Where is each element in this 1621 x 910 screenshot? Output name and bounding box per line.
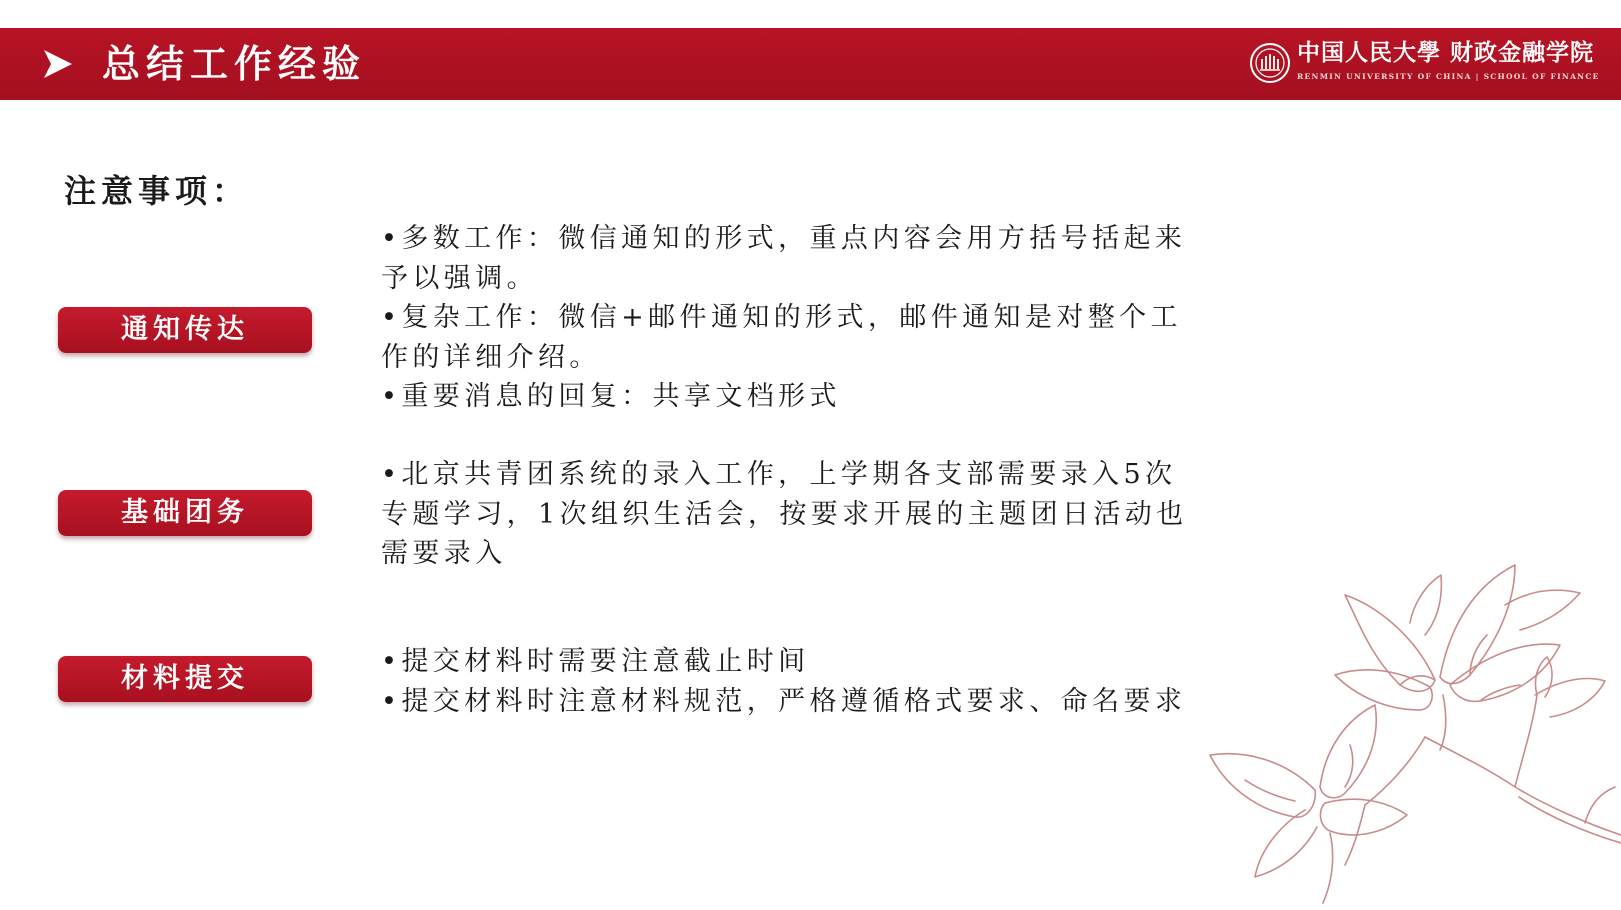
bullet-item: •重要消息的回复：共享文档形式 [381,381,841,412]
bullet-item: •北京共青团系统的录入工作，上学期各支部需要录入5次专题学习，1次组织生活会，按要求开展的主题团日活动也需要录入 [381,459,1188,569]
university-logo [1249,36,1599,92]
section-title: 注意事项： [64,172,250,210]
logo-name-en: RENMIN UNIVERSITY OF CHINA | SCHOOL OF FINANCE [1297,72,1600,81]
submission-notes [381,642,1203,721]
slide-title: 总结工作经验 [102,41,367,86]
arrow-bullet-icon [40,46,76,82]
league-affairs-notes [381,455,1203,574]
title-bar [0,28,1621,100]
logo-name-cn: 中国人民大學 财政金融学院 [1297,39,1595,66]
bullet-item: •提交材料时注意材料规范，严格遵循格式要求、命名要求 [381,685,1187,717]
tag-material-submission: 材料提交 [58,656,312,702]
notification-notes [381,219,1203,417]
magnolia-decoration [1185,505,1621,910]
tag-basic-league-affairs: 基础团务 [58,490,312,536]
bullet-item: •多数工作：微信通知的形式，重点内容会用方括号括起来予以强调。 [381,223,1187,294]
bullet-item: •提交材料时需要注意截止时间 [381,646,810,677]
university-seal-icon [1249,42,1291,84]
tag-notification: 通知传达 [58,307,312,353]
bullet-item: •复杂工作：微信+邮件通知的形式，邮件通知是对整个工作的详细介绍。 [381,302,1182,373]
